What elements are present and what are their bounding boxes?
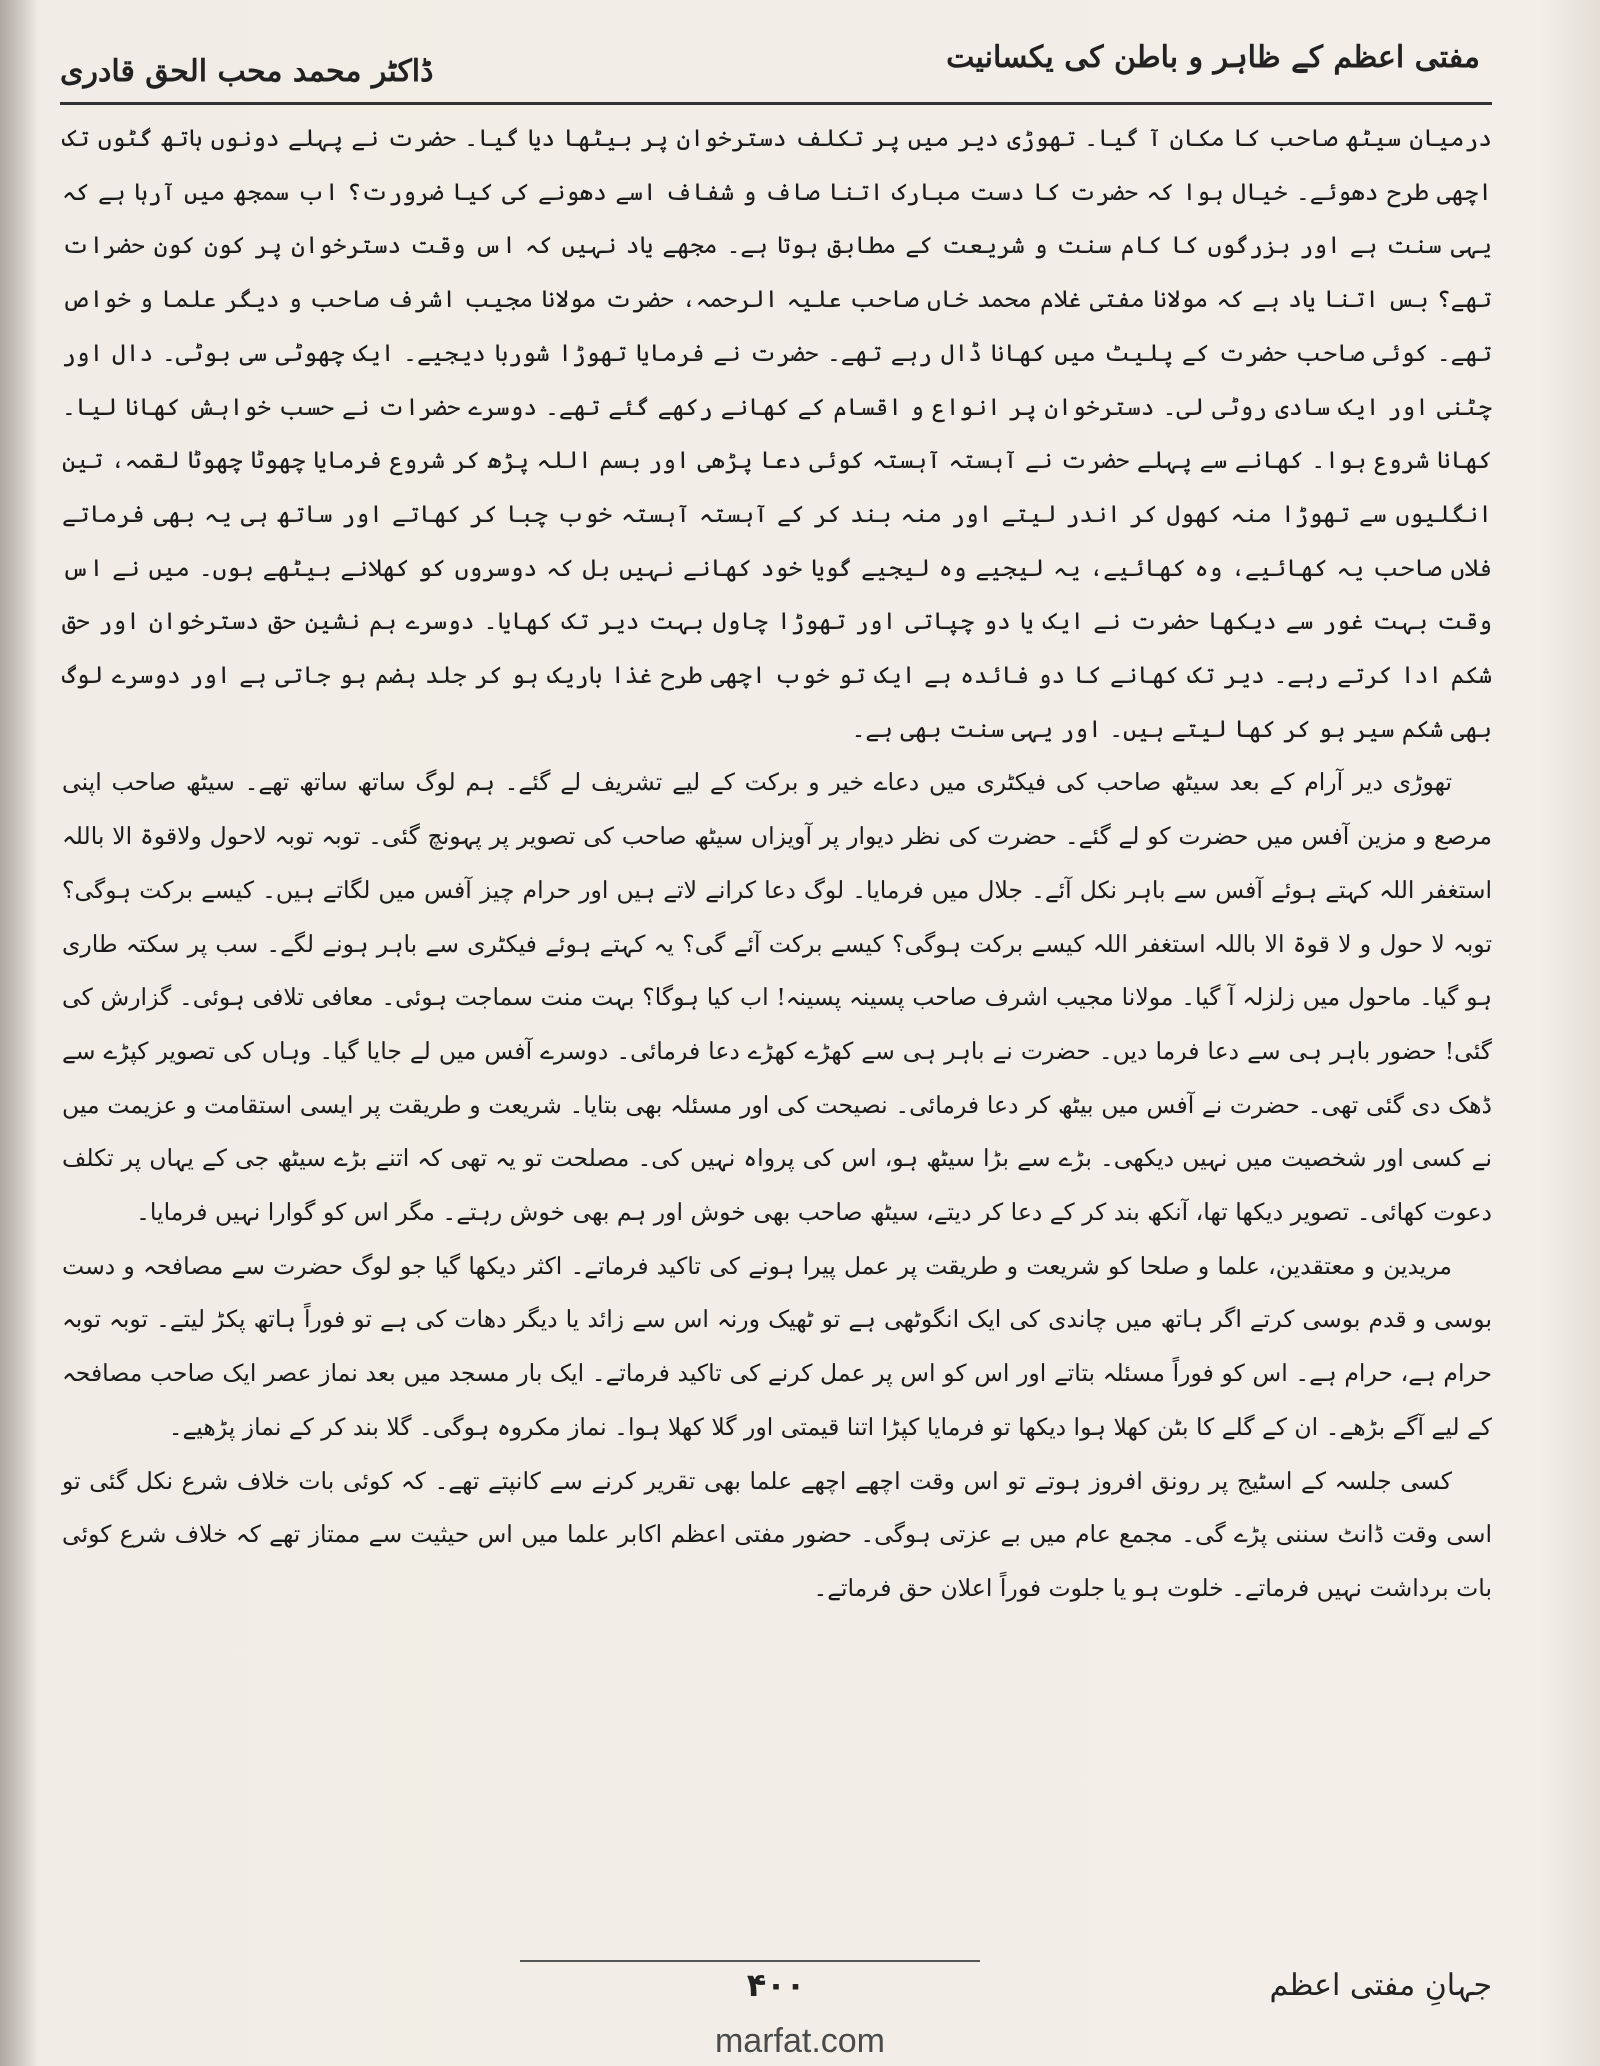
paragraph: تھوڑی دیر آرام کے بعد سیٹھ صاحب کی فیکٹری میں دعاے خیر و برکت کے لیے تشریف لے گئے۔ ہم لوگ ساتھ ساتھ تھے۔ سیٹھ صاحب اپنی مرصع و مزین آفس میں حضرت کو لے گئے۔ حضرت کی نظر دیوار پر آویزاں سیٹھ صاحب کی تصویر پر پہونچ گئی۔ توبہ توبہ لاحول ولاقوۃ الا باللہ استغفر اللہ کہتے ہوئے آفس سے باہر نکل آئے۔ جلال میں فرمایا۔ لوگ دعا کرانے لاتے ہیں اور حرام چیز آفس میں لگاتے ہیں۔ کیسے برکت ہوگی؟ توبہ لا حول و لا قوۃ الا باللہ استغفر اللہ کیسے برکت ہوگی؟ کیسے برکت آئے گی؟ یہ کہتے ہوئے فیکٹری سے باہر ہونے لگے۔ سب پر سکتہ طاری ہو گیا۔ ماحول میں زلزلہ آ گیا۔ مولانا مجیب اشرف صاحب پسینہ پسینہ! اب کیا ہوگا؟ بہت منت سماجت ہوئی۔ معافی تلافی ہوئی۔ گزارش کی گئی! حضور باہر ہی سے دعا فرما دیں۔ حضرت نے باہر ہی سے کھڑے کھڑے دعا فرمائی۔ دوسرے آفس میں لے جایا گیا۔ وہاں کی تصویر کپڑے سے ڈھک دی گئی تھی۔ حضرت نے آفس میں بیٹھ کر دعا فرمائی۔ نصیحت کی اور مسئلہ بھی بتایا۔ شریعت و طریقت پر ایسی استقامت و عزیمت میں نے کسی اور شخصیت میں نہیں دیکھی۔ بڑے سے بڑا سیٹھ ہو، اس کی پرواہ نہیں کی۔ مصلحت تو یہ تھی کہ اتنے بڑے سیٹھ جی کے یہاں پر تکلف دعوت کھائی۔ تصویر دیکھا تھا، آنکھ بند کر کے دعا کر دیتے، سیٹھ صاحب بھی خوش اور ہم بھی خوش رہتے۔ مگر اس کو گوارا نہیں فرمایا۔ [62, 768, 1493, 1227]
page-footer [60, 1962, 1492, 2022]
spine-shadow [0, 0, 38, 2066]
page-number: ۴۰۰ [746, 1966, 806, 2004]
header-rule [60, 102, 1492, 105]
page-header [60, 30, 1480, 96]
footer-book-title: جہانِ مفتی اعظم [1269, 1968, 1492, 2003]
paragraph: مریدین و معتقدین، علما و صلحا کو شریعت و طریقت پر عمل پیرا ہونے کی تاکید فرماتے۔ اکثر دیکھا گیا جو لوگ حضرت سے مصافحہ و دست بوسی و قدم بوسی کرتے اگر ہاتھ میں چاندی کی ایک انگوٹھی ہے تو ٹھیک ورنہ اس سے زائد یا دیگر دھات کی ہے تو فوراً ہاتھ پکڑ لیتے۔ توبہ توبہ حرام ہے، حرام ہے۔ اس کو فوراً مسئلہ بتاتے اور اس کو اس پر عمل کرنے کی تاکید فرماتے۔ ایک بار مسجد میں بعد نماز عصر ایک صاحب مصافحہ کے لیے آگے بڑھے۔ ان کے گلے کا بٹن کھلا ہوا دیکھا تو فرمایا کپڑا اتنا قیمتی اور گلا کھلا ہوا۔ نماز مکروہ ہوگی۔ گلا بند کر کے نماز پڑھیے۔ [62, 1251, 1492, 1441]
running-author: ڈاکٹر محمد محب الحق قادری [60, 54, 434, 89]
paragraph: کسی جلسہ کے اسٹیج پر رونق افروز ہوتے تو اس وقت اچھے اچھے علما بھی تقریر کرنے سے کانپتے تھے۔ کہ کوئی بات خلاف شرع نکل گئی تو اسی وقت ڈانٹ سننی پڑے گی۔ مجمع عام میں بے عزتی ہوگی۔ حضور مفتی اعظم اکابر علما میں اس حیثیت سے ممتاز تھے کہ خلاف شرع کوئی بات برداشت نہیں فرماتے۔ خلوت ہو یا جلوت فوراً اعلان حق فرماتے۔ [62, 1466, 1492, 1602]
paragraph: درمیان سیٹھ صاحب کا مکان آ گیا۔ تھوڑی دیر میں پر تکلف دسترخوان پر بیٹھا دیا گیا۔ حضرت نے پہلے دونوں ہاتھ گٹوں تک اچھی طرح دھوئے۔ خیال ہوا کہ حضرت کا دست مبارک اتنا صاف و شفاف اسے دھونے کی کیا ضرورت؟ اب سمجھ میں آرہا ہے کہ یہی سنت ہے اور بزرگوں کا کام سنت و شریعت کے مطابق ہوتا ہے۔ مجھے یاد نہیں کہ اس وقت دسترخوان پر کون کون حضرات تھے؟ بس اتنا یاد ہے کہ مولانا مفتی غلام محمد خاں صاحب علیہ الرحمہ، حضرت مولانا مجیب اشرف صاحب و دیگر علما و خواص تھے۔ کوئی صاحب حضرت کے پلیٹ میں کھانا ڈال رہے تھے۔ حضرت نے فرمایا تھوڑا شوربا دیجیے۔ ایک چھوٹی سی بوٹی۔ دال اور چٹنی اور ایک سادی روٹی لی۔ دسترخوان پر انواع و اقسام کے کھانے رکھے گئے تھے۔ دوسرے حضرات نے حسب خواہش کھانا لیا۔ کھانا شروع ہوا۔ کھانے سے پہلے حضرت نے آہستہ آہستہ کوئی دعا پڑھی اور بسم اللہ پڑھ کر شروع فرمایا چھوٹا چھوٹا لقمہ، تین انگلیوں سے تھوڑا منہ کھول کر اندر لیتے اور منہ بند کر کے آہستہ آہستہ خوب چبا کر کھاتے اور ساتھ ہی یہ بھی فرماتے فلاں صاحب یہ کھائیے، وہ کھائیے، یہ لیجیے وہ لیجیے گویا خود کھانے نہیں بل کہ دوسروں کو کھلانے بیٹھے ہوں۔ میں نے اس وقت بہت غور سے دیکھا حضرت نے ایک یا دو چپاتی اور تھوڑا چاول بہت دیر تک کھایا۔ دوسرے ہم نشین حق دسترخوان اور حق شکم ادا کرتے رہے۔ دیر تک کھانے کا دو فائدہ ہے ایک تو خوب اچھی طرح غذا باریک ہو کر جلد ہضم ہو جاتی ہے اور دوسرے لوگ بھی شکم سیر ہو کر کھا لیتے ہیں۔ اور یہی سنت بھی ہے۔ [62, 124, 1492, 743]
body-text [62, 112, 1492, 1616]
running-title: مفتی اعظم کے ظاہر و باطن کی یکسانیت [946, 40, 1480, 75]
watermark: marfat.com [714, 2022, 886, 2060]
